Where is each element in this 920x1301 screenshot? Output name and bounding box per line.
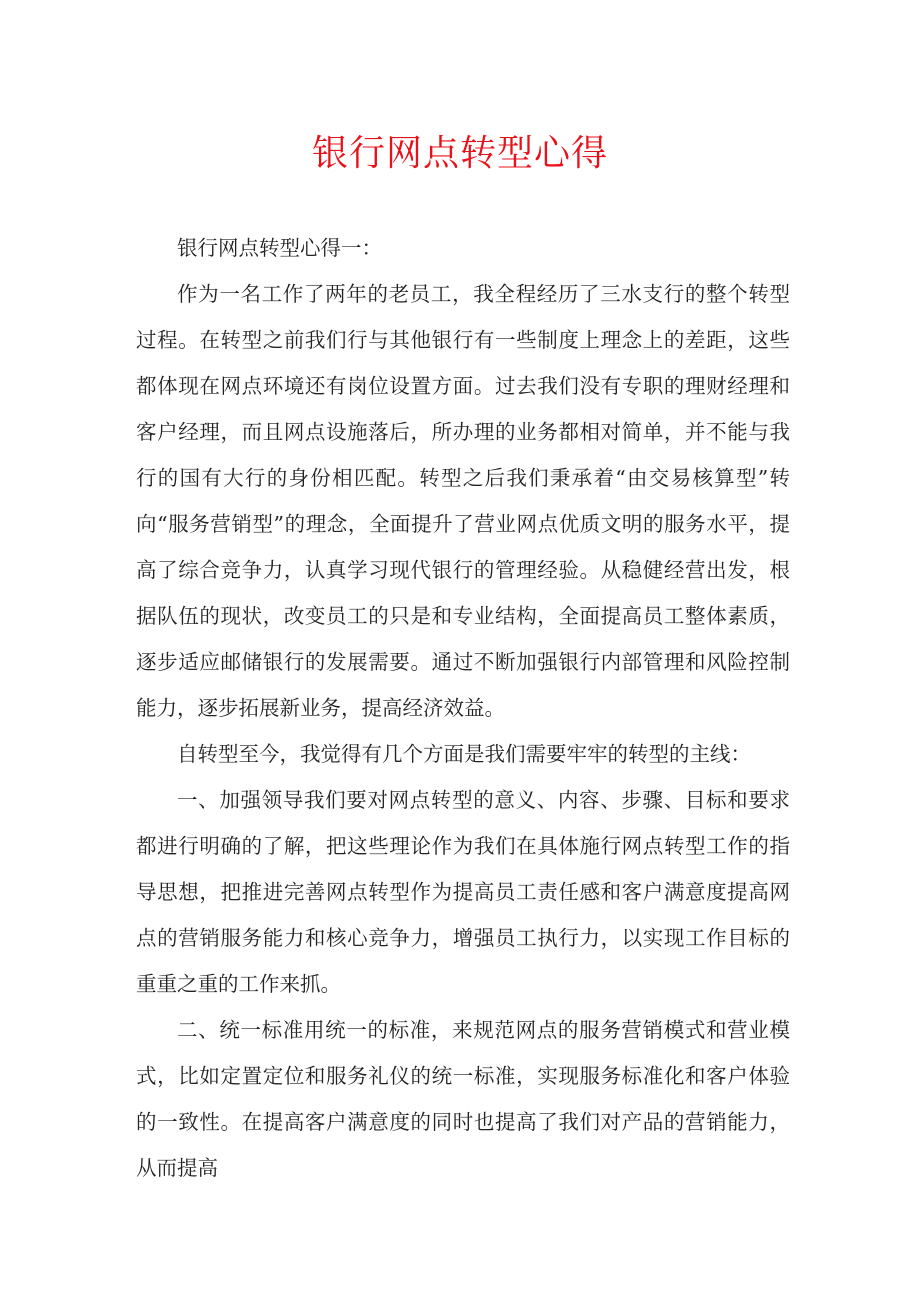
paragraph-1: 作为一名工作了两年的老员工，我全程经历了三水支行的整个转型过程。在转型之前我们行与其他银行有一些制度上理念上的差距，这些都体现在网点环境还有岗位设置方面。过去我们没有专职的理财经理和客户经理，而且网点设施落后，所办理的业务都相对简单，并不能与我行的国有大行的身份相匹配。转型之后我们秉承着“由交易核算型”转向“服务营销型”的理念，全面提升了营业网点优质文明的服务水平，提高了综合竞争力，认真学习现代银行的管理经验。从稳健经营出发，根据队伍的现状，改变员工的只是和专业结构，全面提高员工整体素质，逐步适应邮储银行的发展需要。通过不断加强银行内部管理和风险控制能力，逐步拓展新业务，提高经济效益。 bbox=[136, 282, 790, 720]
document-title: 银行网点转型心得 bbox=[311, 133, 608, 174]
paragraph-2: 自转型至今，我觉得有几个方面是我们需要牢牢的转型的主线： bbox=[177, 742, 751, 766]
paragraph-subtitle: 银行网点转型心得一： bbox=[177, 236, 382, 260]
document-body bbox=[136, 225, 790, 1191]
paragraph-3: 一、加强领导我们要对网点转型的意义、内容、步骤、目标和要求都进行明确的了解，把这些理论作为我们在具体施行网点转型工作的指导思想，把推进完善网点转型作为提高员工责任感和客户满意度提高网点的营销服务能力和核心竞争力，增强员工执行力，以实现工作目标的重重之重的工作来抓。 bbox=[136, 788, 790, 996]
paragraph-4: 二、统一标准用统一的标准，来规范网点的服务营销模式和营业模式，比如定置定位和服务礼仪的统一标准，实现服务标准化和客户体验的一致性。在提高客户满意度的同时也提高了我们对产品的营销能力，从而提高 bbox=[136, 1018, 790, 1180]
